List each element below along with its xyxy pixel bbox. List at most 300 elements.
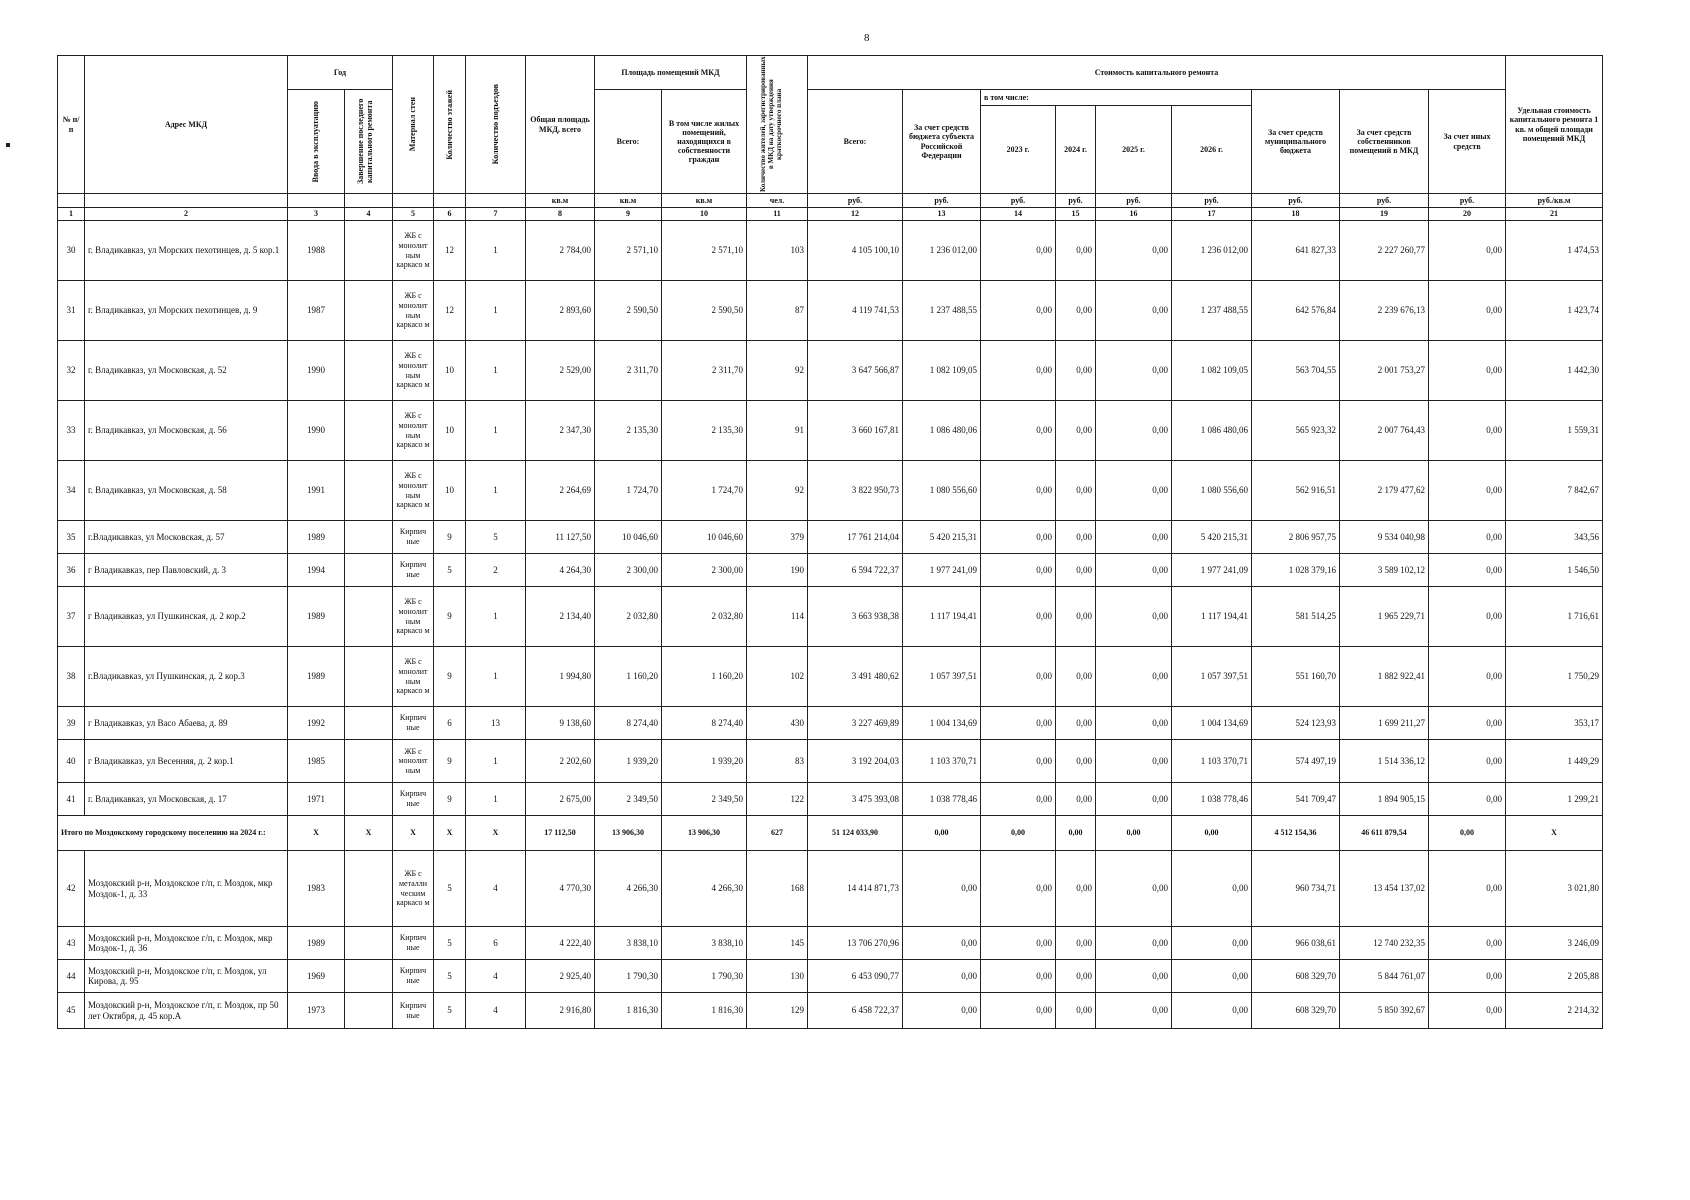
unit-cell: руб. <box>981 194 1056 208</box>
cost-subject-cell: 5 420 215,31 <box>903 521 981 554</box>
address-cell: г. Владикавказ, ул Морских пехотинцев, д. 5 кор.1 <box>85 221 288 281</box>
residents-cell: 129 <box>747 993 808 1029</box>
cost-2024-cell: 0,00 <box>1056 281 1096 341</box>
cost-municipal-cell: 608 329,70 <box>1252 960 1340 993</box>
entrances-cell: 1 <box>466 281 526 341</box>
cost-total-cell: 6 453 090,77 <box>808 960 903 993</box>
floors-cell: 5 <box>434 927 466 960</box>
total-unit-cost-cell: X <box>1506 816 1603 851</box>
total-cost-2025-cell: 0,00 <box>1096 816 1172 851</box>
total-area-cell: 2 202,60 <box>526 740 595 783</box>
cost-owners-cell: 2 001 753,27 <box>1340 341 1429 401</box>
cost-2026-cell: 1 977 241,09 <box>1172 554 1252 587</box>
material-cell: ЖБ с монолит ным каркасо м <box>393 401 434 461</box>
total-area-cell: 2 264,69 <box>526 461 595 521</box>
residents-cell: 190 <box>747 554 808 587</box>
repair-year-cell <box>345 554 393 587</box>
cost-other-cell: 0,00 <box>1429 783 1506 816</box>
table-row <box>58 740 1603 783</box>
column-number: 13 <box>903 208 981 221</box>
cost-owners-cell: 5 844 761,07 <box>1340 960 1429 993</box>
address-cell: г. Владикавказ, ул Московская, д. 17 <box>85 783 288 816</box>
year-cell: 1989 <box>288 587 345 647</box>
premises-residential-cell: 1 939,20 <box>662 740 747 783</box>
cost-municipal-cell: 960 734,71 <box>1252 851 1340 927</box>
material-cell: Кирпич ные <box>393 960 434 993</box>
address-cell: г Владикавказ, пер Павловский, д. 3 <box>85 554 288 587</box>
premises-residential-cell: 2 300,00 <box>662 554 747 587</box>
premises-total-cell: 1 724,70 <box>595 461 662 521</box>
repair-year-cell <box>345 521 393 554</box>
floors-cell: 10 <box>434 401 466 461</box>
cost-2024-cell: 0,00 <box>1056 521 1096 554</box>
cost-2025-cell: 0,00 <box>1096 707 1172 740</box>
cost-2024-cell: 0,00 <box>1056 341 1096 401</box>
cost-total-cell: 14 414 871,73 <box>808 851 903 927</box>
cost-2026-cell: 1 236 012,00 <box>1172 221 1252 281</box>
floors-cell: 9 <box>434 783 466 816</box>
total-area-cell: 2 134,40 <box>526 587 595 647</box>
repair-year-cell <box>345 707 393 740</box>
unit-cost-cell: 1 299,21 <box>1506 783 1603 816</box>
material-cell: ЖБ с монолит ным каркасо м <box>393 341 434 401</box>
entrances-cell: 5 <box>466 521 526 554</box>
unit-cost-cell: 1 559,31 <box>1506 401 1603 461</box>
premises-residential-cell: 1 816,30 <box>662 993 747 1029</box>
column-number: 4 <box>345 208 393 221</box>
cost-total-cell: 13 706 270,96 <box>808 927 903 960</box>
cost-2025-cell: 0,00 <box>1096 740 1172 783</box>
unit-cell: руб. <box>1340 194 1429 208</box>
row-number: 32 <box>58 341 85 401</box>
cost-2026-cell: 0,00 <box>1172 851 1252 927</box>
cost-subject-cell: 1 117 194,41 <box>903 587 981 647</box>
floors-cell: 10 <box>434 341 466 401</box>
cost-2023-cell: 0,00 <box>981 461 1056 521</box>
address-cell: Моздокский р-н, Моздокское г/п, г. Моздок, ул Кирова, д. 95 <box>85 960 288 993</box>
cost-owners-cell: 5 850 392,67 <box>1340 993 1429 1029</box>
cost-2023-cell: 0,00 <box>981 554 1056 587</box>
col-year-commissioned-header: Ввода в эксплуатацию <box>288 90 345 194</box>
unit-cost-cell: 1 442,30 <box>1506 341 1603 401</box>
row-number: 45 <box>58 993 85 1029</box>
residents-cell: 83 <box>747 740 808 783</box>
cost-2025-cell: 0,00 <box>1096 960 1172 993</box>
premises-total-cell: 8 274,40 <box>595 707 662 740</box>
premises-residential-cell: 8 274,40 <box>662 707 747 740</box>
total-area-cell: 2 925,40 <box>526 960 595 993</box>
cost-2026-cell: 0,00 <box>1172 960 1252 993</box>
cost-total-cell: 3 227 469,89 <box>808 707 903 740</box>
material-cell: ЖБ с монолит ным каркасо м <box>393 647 434 707</box>
unit-cost-cell: 2 205,88 <box>1506 960 1603 993</box>
col-unit-cost-header: Удельная стоимость капитального ремонта 1 кв. м общей площади помещений МКД <box>1506 56 1603 194</box>
cost-owners-cell: 1 882 922,41 <box>1340 647 1429 707</box>
total-area-cell: 2 529,00 <box>526 341 595 401</box>
total-residents-cell: 627 <box>747 816 808 851</box>
cost-2023-cell: 0,00 <box>981 783 1056 816</box>
cost-owners-cell: 1 894 905,15 <box>1340 783 1429 816</box>
total-repair-year-cell: X <box>345 816 393 851</box>
cost-2026-cell: 5 420 215,31 <box>1172 521 1252 554</box>
table-row <box>58 993 1603 1029</box>
row-number: 30 <box>58 221 85 281</box>
year-cell: 1983 <box>288 851 345 927</box>
premises-total-cell: 1 816,30 <box>595 993 662 1029</box>
premises-total-cell: 1 790,30 <box>595 960 662 993</box>
floors-cell: 5 <box>434 554 466 587</box>
cost-municipal-cell: 565 923,32 <box>1252 401 1340 461</box>
cost-owners-cell: 1 699 211,27 <box>1340 707 1429 740</box>
cost-2024-cell: 0,00 <box>1056 993 1096 1029</box>
cost-2024-cell: 0,00 <box>1056 461 1096 521</box>
total-area-cell: 2 347,30 <box>526 401 595 461</box>
cost-2023-cell: 0,00 <box>981 341 1056 401</box>
material-cell: Кирпич ные <box>393 927 434 960</box>
premises-residential-cell: 10 046,60 <box>662 521 747 554</box>
column-number: 20 <box>1429 208 1506 221</box>
repair-year-cell <box>345 281 393 341</box>
column-number: 14 <box>981 208 1056 221</box>
year-cell: 1994 <box>288 554 345 587</box>
table-row <box>58 281 1603 341</box>
residents-cell: 122 <box>747 783 808 816</box>
col-address-header: Адрес МКД <box>85 56 288 194</box>
page-number: 8 <box>864 32 870 44</box>
column-number: 8 <box>526 208 595 221</box>
cost-subject-cell: 1 103 370,71 <box>903 740 981 783</box>
cost-total-cell: 3 663 938,38 <box>808 587 903 647</box>
year-cell: 1973 <box>288 993 345 1029</box>
premises-total-cell: 2 311,70 <box>595 341 662 401</box>
unit-cell: руб. <box>1429 194 1506 208</box>
cost-2025-cell: 0,00 <box>1096 783 1172 816</box>
cost-total-cell: 4 105 100,10 <box>808 221 903 281</box>
total-area-cell: 2 893,60 <box>526 281 595 341</box>
repair-year-cell <box>345 587 393 647</box>
col-cost-total-header: Всего: <box>808 90 903 194</box>
premises-total-cell: 2 135,30 <box>595 401 662 461</box>
cost-owners-cell: 2 239 676,13 <box>1340 281 1429 341</box>
cost-owners-cell: 9 534 040,98 <box>1340 521 1429 554</box>
cost-2024-cell: 0,00 <box>1056 960 1096 993</box>
cost-2023-cell: 0,00 <box>981 221 1056 281</box>
total-floors-cell: X <box>434 816 466 851</box>
col-2025-header: 2025 г. <box>1096 106 1172 194</box>
material-cell: Кирпич ные <box>393 554 434 587</box>
cost-other-cell: 0,00 <box>1429 851 1506 927</box>
table-row <box>58 521 1603 554</box>
year-cell: 1985 <box>288 740 345 783</box>
col-cost-subject-header: За счет средств бюджета субъекта Российской Федерации <box>903 90 981 194</box>
column-number: 5 <box>393 208 434 221</box>
cost-2023-cell: 0,00 <box>981 281 1056 341</box>
floors-cell: 10 <box>434 461 466 521</box>
total-premises-total-cell: 13 906,30 <box>595 816 662 851</box>
entrances-cell: 1 <box>466 647 526 707</box>
cost-other-cell: 0,00 <box>1429 707 1506 740</box>
premises-total-cell: 2 032,80 <box>595 587 662 647</box>
total-area-cell: 2 784,00 <box>526 221 595 281</box>
premises-residential-cell: 2 032,80 <box>662 587 747 647</box>
cost-municipal-cell: 562 916,51 <box>1252 461 1340 521</box>
residents-cell: 92 <box>747 341 808 401</box>
cost-total-cell: 3 192 204,03 <box>808 740 903 783</box>
cost-2025-cell: 0,00 <box>1096 993 1172 1029</box>
table-body <box>58 221 1603 1029</box>
repair-year-cell <box>345 221 393 281</box>
col-wall-material-header: Материал стен <box>393 56 434 194</box>
total-cost-municipal-cell: 4 512 154,36 <box>1252 816 1340 851</box>
cost-other-cell: 0,00 <box>1429 221 1506 281</box>
total-area-cell: 11 127,50 <box>526 521 595 554</box>
cost-2025-cell: 0,00 <box>1096 647 1172 707</box>
repair-year-cell <box>345 461 393 521</box>
cost-other-cell: 0,00 <box>1429 993 1506 1029</box>
cost-owners-cell: 2 227 260,77 <box>1340 221 1429 281</box>
unit-cost-cell: 1 546,50 <box>1506 554 1603 587</box>
cost-other-cell: 0,00 <box>1429 587 1506 647</box>
column-number: 2 <box>85 208 288 221</box>
floors-cell: 6 <box>434 707 466 740</box>
premises-total-cell: 2 300,00 <box>595 554 662 587</box>
row-number: 42 <box>58 851 85 927</box>
entrances-cell: 1 <box>466 740 526 783</box>
cost-2024-cell: 0,00 <box>1056 647 1096 707</box>
cost-municipal-cell: 966 038,61 <box>1252 927 1340 960</box>
cost-2023-cell: 0,00 <box>981 927 1056 960</box>
material-cell: ЖБ с монолит ным каркасо м <box>393 281 434 341</box>
year-cell: 1988 <box>288 221 345 281</box>
entrances-cell: 1 <box>466 783 526 816</box>
total-cost-owners-cell: 46 611 879,54 <box>1340 816 1429 851</box>
cost-owners-cell: 3 589 102,12 <box>1340 554 1429 587</box>
floors-cell: 9 <box>434 587 466 647</box>
cost-2023-cell: 0,00 <box>981 740 1056 783</box>
cost-municipal-cell: 642 576,84 <box>1252 281 1340 341</box>
unit-cost-cell: 1 449,29 <box>1506 740 1603 783</box>
column-number: 10 <box>662 208 747 221</box>
total-area-cell: 4 770,30 <box>526 851 595 927</box>
table-row <box>58 341 1603 401</box>
cost-2026-cell: 1 080 556,60 <box>1172 461 1252 521</box>
table-row <box>58 221 1603 281</box>
residents-cell: 91 <box>747 401 808 461</box>
column-number: 21 <box>1506 208 1603 221</box>
total-year-cell: X <box>288 816 345 851</box>
repair-year-cell <box>345 341 393 401</box>
cost-subject-cell: 1 237 488,55 <box>903 281 981 341</box>
premises-total-cell: 2 571,10 <box>595 221 662 281</box>
cost-other-cell: 0,00 <box>1429 647 1506 707</box>
floors-cell: 12 <box>434 281 466 341</box>
unit-cost-cell: 1 716,61 <box>1506 587 1603 647</box>
repair-year-cell <box>345 740 393 783</box>
cost-municipal-cell: 551 160,70 <box>1252 647 1340 707</box>
floors-cell: 9 <box>434 740 466 783</box>
cost-subject-cell: 1 236 012,00 <box>903 221 981 281</box>
col-premises-group-header: Площадь помещений МКД <box>595 56 747 90</box>
cost-2023-cell: 0,00 <box>981 401 1056 461</box>
cost-municipal-cell: 608 329,70 <box>1252 993 1340 1029</box>
cost-2025-cell: 0,00 <box>1096 521 1172 554</box>
row-number: 31 <box>58 281 85 341</box>
cost-2025-cell: 0,00 <box>1096 401 1172 461</box>
residents-cell: 379 <box>747 521 808 554</box>
cost-2026-cell: 1 082 109,05 <box>1172 341 1252 401</box>
premises-total-cell: 4 266,30 <box>595 851 662 927</box>
material-cell: Кирпич ные <box>393 521 434 554</box>
address-cell: г. Владикавказ, ул Московская, д. 52 <box>85 341 288 401</box>
col-2023-header: 2023 г. <box>981 106 1056 194</box>
year-cell: 1989 <box>288 647 345 707</box>
col-2024-header: 2024 г. <box>1056 106 1096 194</box>
floors-cell: 5 <box>434 993 466 1029</box>
repair-year-cell <box>345 960 393 993</box>
cost-subject-cell: 1 080 556,60 <box>903 461 981 521</box>
col-residents-header: Количество жителей, зарегистрированных в МКД на дату утверждения краткосрочного плана <box>747 56 808 194</box>
cost-owners-cell: 1 965 229,71 <box>1340 587 1429 647</box>
year-cell: 1969 <box>288 960 345 993</box>
col-num-header: № п/п <box>58 56 85 194</box>
column-number: 18 <box>1252 208 1340 221</box>
material-cell: ЖБ с металли ческим каркасо м <box>393 851 434 927</box>
row-number: 41 <box>58 783 85 816</box>
table-row <box>58 783 1603 816</box>
material-cell: ЖБ с монолит ным каркасо м <box>393 461 434 521</box>
entrances-cell: 1 <box>466 461 526 521</box>
residents-cell: 87 <box>747 281 808 341</box>
cost-municipal-cell: 2 806 957,75 <box>1252 521 1340 554</box>
entrances-cell: 1 <box>466 401 526 461</box>
cost-2025-cell: 0,00 <box>1096 341 1172 401</box>
col-total-area-header: Общая площадь МКД, всего <box>526 56 595 194</box>
cost-municipal-cell: 1 028 379,16 <box>1252 554 1340 587</box>
unit-cell: руб. <box>1096 194 1172 208</box>
row-number: 40 <box>58 740 85 783</box>
cost-owners-cell: 13 454 137,02 <box>1340 851 1429 927</box>
cost-2024-cell: 0,00 <box>1056 927 1096 960</box>
cost-2025-cell: 0,00 <box>1096 281 1172 341</box>
cost-total-cell: 4 119 741,53 <box>808 281 903 341</box>
repair-year-cell <box>345 783 393 816</box>
row-number: 38 <box>58 647 85 707</box>
unit-cost-cell: 3 021,80 <box>1506 851 1603 927</box>
column-number: 19 <box>1340 208 1429 221</box>
floors-cell: 12 <box>434 221 466 281</box>
table-row <box>58 707 1603 740</box>
unit-cell: чел. <box>747 194 808 208</box>
cost-municipal-cell: 574 497,19 <box>1252 740 1340 783</box>
cost-municipal-cell: 524 123,93 <box>1252 707 1340 740</box>
table-header <box>58 56 1603 221</box>
table-row <box>58 851 1603 927</box>
column-number: 11 <box>747 208 808 221</box>
premises-total-cell: 1 939,20 <box>595 740 662 783</box>
entrances-cell: 1 <box>466 221 526 281</box>
col-entrances-header: Количество подъездов <box>466 56 526 194</box>
total-cost-2023-cell: 0,00 <box>981 816 1056 851</box>
unit-cost-cell: 343,56 <box>1506 521 1603 554</box>
year-cell: 1989 <box>288 927 345 960</box>
unit-cost-cell: 7 842,67 <box>1506 461 1603 521</box>
entrances-cell: 2 <box>466 554 526 587</box>
premises-total-cell: 3 838,10 <box>595 927 662 960</box>
cost-total-cell: 17 761 214,04 <box>808 521 903 554</box>
cost-2026-cell: 1 004 134,69 <box>1172 707 1252 740</box>
cost-other-cell: 0,00 <box>1429 960 1506 993</box>
cost-owners-cell: 2 179 477,62 <box>1340 461 1429 521</box>
year-cell: 1991 <box>288 461 345 521</box>
cost-2024-cell: 0,00 <box>1056 401 1096 461</box>
column-number: 1 <box>58 208 85 221</box>
cost-other-cell: 0,00 <box>1429 341 1506 401</box>
cost-municipal-cell: 563 704,55 <box>1252 341 1340 401</box>
unit-cell: руб. <box>1172 194 1252 208</box>
cost-subject-cell: 0,00 <box>903 960 981 993</box>
address-cell: г Владикавказ, ул Весенняя, д. 2 кор.1 <box>85 740 288 783</box>
row-number: 36 <box>58 554 85 587</box>
entrances-cell: 4 <box>466 960 526 993</box>
cost-2024-cell: 0,00 <box>1056 783 1096 816</box>
column-number: 3 <box>288 208 345 221</box>
address-cell: г Владикавказ, ул Пушкинская, д. 2 кор.2 <box>85 587 288 647</box>
residents-cell: 145 <box>747 927 808 960</box>
cost-municipal-cell: 541 709,47 <box>1252 783 1340 816</box>
unit-cost-cell: 1 750,29 <box>1506 647 1603 707</box>
year-cell: 1987 <box>288 281 345 341</box>
premises-residential-cell: 2 349,50 <box>662 783 747 816</box>
unit-cell: руб./кв.м <box>1506 194 1603 208</box>
address-cell: Моздокский р-н, Моздокское г/п, г. Моздок, пр 50 лет Октября, д. 45 кор.А <box>85 993 288 1029</box>
cost-total-cell: 3 475 393,08 <box>808 783 903 816</box>
year-cell: 1992 <box>288 707 345 740</box>
premises-total-cell: 2 349,50 <box>595 783 662 816</box>
cost-other-cell: 0,00 <box>1429 927 1506 960</box>
row-number: 39 <box>58 707 85 740</box>
cost-2023-cell: 0,00 <box>981 960 1056 993</box>
material-cell: Кирпич ные <box>393 707 434 740</box>
total-area-cell: 4 264,30 <box>526 554 595 587</box>
column-number: 9 <box>595 208 662 221</box>
total-entrances-cell: X <box>466 816 526 851</box>
floors-cell: 5 <box>434 851 466 927</box>
cost-2023-cell: 0,00 <box>981 707 1056 740</box>
table-row <box>58 927 1603 960</box>
row-number: 35 <box>58 521 85 554</box>
entrances-cell: 4 <box>466 993 526 1029</box>
cost-2026-cell: 1 117 194,41 <box>1172 587 1252 647</box>
margin-mark <box>6 143 10 147</box>
unit-cell: кв.м <box>595 194 662 208</box>
cost-total-cell: 3 822 950,73 <box>808 461 903 521</box>
total-cost-subject-cell: 0,00 <box>903 816 981 851</box>
total-row <box>58 816 1603 851</box>
premises-residential-cell: 3 838,10 <box>662 927 747 960</box>
cost-other-cell: 0,00 <box>1429 740 1506 783</box>
total-premises-residential-cell: 13 906,30 <box>662 816 747 851</box>
entrances-cell: 6 <box>466 927 526 960</box>
capital-repair-table <box>57 55 1603 1029</box>
premises-residential-cell: 1 724,70 <box>662 461 747 521</box>
cost-2024-cell: 0,00 <box>1056 587 1096 647</box>
repair-year-cell <box>345 927 393 960</box>
row-number: 37 <box>58 587 85 647</box>
address-cell: Моздокский р-н, Моздокское г/п, г. Моздок, мкр Моздок-1, д. 36 <box>85 927 288 960</box>
row-number: 44 <box>58 960 85 993</box>
premises-residential-cell: 2 590,50 <box>662 281 747 341</box>
residents-cell: 130 <box>747 960 808 993</box>
